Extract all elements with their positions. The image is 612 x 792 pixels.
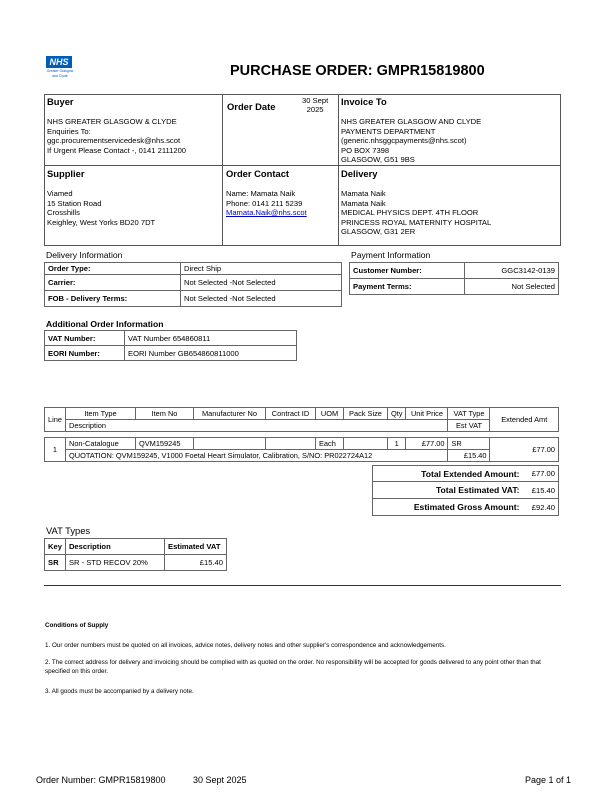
delivery-info-value: Direct Ship	[181, 263, 342, 275]
col-extended-amt: Extended Amt	[490, 408, 559, 432]
col-qty: Qty	[387, 408, 406, 420]
delivery-info-label: FOB - Delivery Terms:	[45, 291, 181, 307]
contact-name: Name: Mamata Naik	[226, 189, 296, 198]
payment-info-table	[349, 262, 559, 295]
delivery-line: PRINCESS ROYAL MATERNITY HOSPITAL	[341, 217, 492, 227]
table-row	[373, 466, 559, 482]
col-unit-price: Unit Price	[406, 408, 448, 420]
delivery-info-label: Order Type:	[45, 263, 181, 275]
delivery-line: GLASGOW, G31 2ER	[341, 227, 416, 237]
order-date-line2: 2025	[306, 104, 324, 114]
table-header-row	[45, 539, 227, 555]
vat-types-title: VAT Types	[46, 525, 91, 536]
condition-item: 1. Our order numbers must be quoted on all invoices, advice notes, delivery notes and other supplier's correspondence and acknowledgements.	[45, 642, 446, 649]
delivery-info-table	[44, 262, 342, 307]
vat-col-description: Description	[65, 539, 164, 555]
cell-line: 1	[45, 438, 66, 462]
payment-info-label: Payment Terms:	[350, 279, 465, 295]
vat-cell-key: SR	[45, 555, 66, 571]
total-vat-value: £15.40	[523, 482, 559, 499]
cell-est-vat: £15.40	[448, 450, 490, 462]
totals-table	[372, 465, 559, 516]
additional-info-label: EORI Number:	[45, 346, 125, 361]
additional-info-table	[44, 330, 297, 361]
cell-contract-id	[265, 438, 315, 450]
vat-cell-estimated: £15.40	[165, 555, 227, 571]
col-description: Description	[65, 420, 448, 432]
footer-page: Page 1 of 1	[525, 775, 572, 785]
table-row	[45, 555, 227, 571]
order-lines-table	[44, 407, 559, 462]
table-row	[373, 499, 559, 516]
order-date-value	[302, 97, 328, 114]
conditions-title: Conditions of Supply	[45, 622, 109, 629]
invoice-line: NHS GREATER GLASGOW AND CLYDE	[341, 117, 482, 126]
buyer-line: If Urgent Please Contact -, 0141 2111200	[47, 145, 187, 155]
supplier-line: Keighley, West Yorks BD20 7DT	[47, 217, 156, 227]
col-manufacturer-no: Manufacturer No	[193, 408, 265, 420]
col-line: Line	[45, 408, 66, 432]
payment-info-title: Payment Information	[351, 250, 431, 260]
col-item-no: Item No	[135, 408, 193, 420]
cell-extended-amt: £77.00	[490, 438, 559, 462]
cell-item-no: QVM159245	[135, 438, 193, 450]
payment-info-label: Customer Number:	[350, 263, 465, 279]
col-uom: UOM	[315, 408, 343, 420]
cell-manufacturer-no	[193, 438, 265, 450]
cell-item-type: Non-Catalogue	[65, 438, 135, 450]
invoice-to-block	[341, 96, 481, 165]
table-row	[45, 450, 559, 462]
col-est-vat: Est VAT	[448, 420, 490, 432]
table-row	[45, 346, 297, 361]
order-date-line1: 30 Sept	[302, 96, 329, 105]
supplier-label: Supplier	[47, 168, 85, 179]
col-item-type: Item Type	[65, 408, 135, 420]
buyer-block	[47, 96, 186, 155]
col-vat-type: VAT Type	[448, 408, 490, 420]
gross-amount-label: Estimated Gross Amount:	[373, 499, 523, 516]
invoice-line: PAYMENTS DEPARTMENT	[341, 126, 436, 136]
logo-sub2: and Clyde	[52, 74, 68, 78]
table-row	[350, 279, 559, 295]
invoice-to-label: Invoice To	[341, 96, 387, 107]
table-header-row	[45, 420, 559, 432]
table-row	[45, 291, 342, 307]
condition-item: 3. All goods must be accompanied by a delivery note.	[45, 688, 194, 695]
delivery-line: MEDICAL PHYSICS DEPT. 4TH FLOOR	[341, 208, 479, 218]
delivery-info-label: Carrier:	[45, 275, 181, 291]
delivery-info-title: Delivery Information	[46, 250, 123, 260]
total-extended-value: £77.00	[523, 466, 559, 482]
total-extended-label: Total Extended Amount:	[373, 466, 523, 482]
additional-info-value: EORI Number GB654860811000	[125, 346, 297, 361]
cell-description: QUOTATION: QVM159245, V1000 Foetal Heart Simulator, Calibration, S/NO: PR022724A12	[65, 450, 448, 462]
footer-order-number: Order Number: GMPR15819800	[36, 775, 166, 785]
buyer-line: Enquiries To:	[47, 126, 91, 136]
cell-qty: 1	[387, 438, 406, 450]
cell-uom: Each	[315, 438, 343, 450]
table-header-row	[45, 408, 559, 420]
buyer-email[interactable]: ggc.procurementservicedesk@nhs.scot	[47, 136, 181, 146]
divider	[44, 585, 561, 586]
buyer-label: Buyer	[47, 96, 74, 107]
condition-item: 2. The correct address for delivery and invoicing should be complied with as quoted on the order. No responsibility will be accepted for goods delivered to any point other than that specified on this order.	[45, 659, 541, 675]
additional-info-label: VAT Number:	[45, 331, 125, 346]
vat-col-key: Key	[45, 539, 66, 555]
order-contact-label: Order Contact	[226, 168, 290, 179]
table-row	[45, 331, 297, 346]
col-contract-id: Contract ID	[265, 408, 315, 420]
contact-email-link[interactable]: Mamata.Naik@nhs.scot	[226, 208, 307, 218]
payment-info-value: GGC3142-0139	[465, 263, 559, 279]
contact-phone: Phone: 0141 211 5239	[226, 198, 303, 208]
delivery-line: Mamata Naik	[341, 189, 386, 198]
additional-info-value: VAT Number 654860811	[125, 331, 297, 346]
table-row	[45, 438, 559, 450]
delivery-block	[341, 168, 491, 237]
gross-amount-value: £92.40	[523, 499, 559, 516]
order-date-label: Order Date	[227, 101, 276, 112]
delivery-label: Delivery	[341, 168, 378, 179]
delivery-info-value: Not Selected -Not Selected	[181, 291, 342, 307]
payment-info-value: Not Selected	[465, 279, 559, 295]
cell-vat-type: SR	[448, 438, 490, 450]
table-row	[350, 263, 559, 279]
vat-types-table	[44, 538, 227, 571]
supplier-line: Viamed	[47, 189, 73, 198]
additional-info-title: Additional Order Information	[46, 319, 164, 329]
invoice-line: PO BOX 7398	[341, 145, 390, 155]
invoice-line: (generic.nhsggcpayments@nhs.scot)	[341, 136, 467, 146]
buyer-line: NHS GREATER GLASGOW & CLYDE	[47, 117, 177, 126]
delivery-line: Mamata Naik	[341, 198, 386, 208]
col-pack-size: Pack Size	[343, 408, 387, 420]
nhs-logo	[46, 56, 74, 86]
table-row	[45, 275, 342, 291]
table-row	[45, 263, 342, 275]
vat-cell-description: SR - STD RECOV 20%	[65, 555, 164, 571]
supplier-line: Crosshills	[47, 208, 80, 218]
logo-sub1: Greater Glasgow	[46, 69, 74, 73]
vat-col-estimated: Estimated VAT	[165, 539, 227, 555]
table-row	[373, 482, 559, 499]
delivery-info-value: Not Selected -Not Selected	[181, 275, 342, 291]
logo-text: NHS	[46, 56, 72, 68]
cell-pack-size	[343, 438, 387, 450]
footer-date: 30 Sept 2025	[193, 775, 247, 785]
page-title: PURCHASE ORDER: GMPR15819800	[230, 63, 485, 79]
order-contact-block	[226, 168, 307, 218]
cell-unit-price: £77.00	[406, 438, 448, 450]
invoice-line: GLASGOW, G51 9BS	[341, 155, 415, 165]
supplier-line: 15 Station Road	[47, 198, 102, 208]
supplier-block	[47, 168, 155, 227]
total-vat-label: Total Estimated VAT:	[373, 482, 523, 499]
